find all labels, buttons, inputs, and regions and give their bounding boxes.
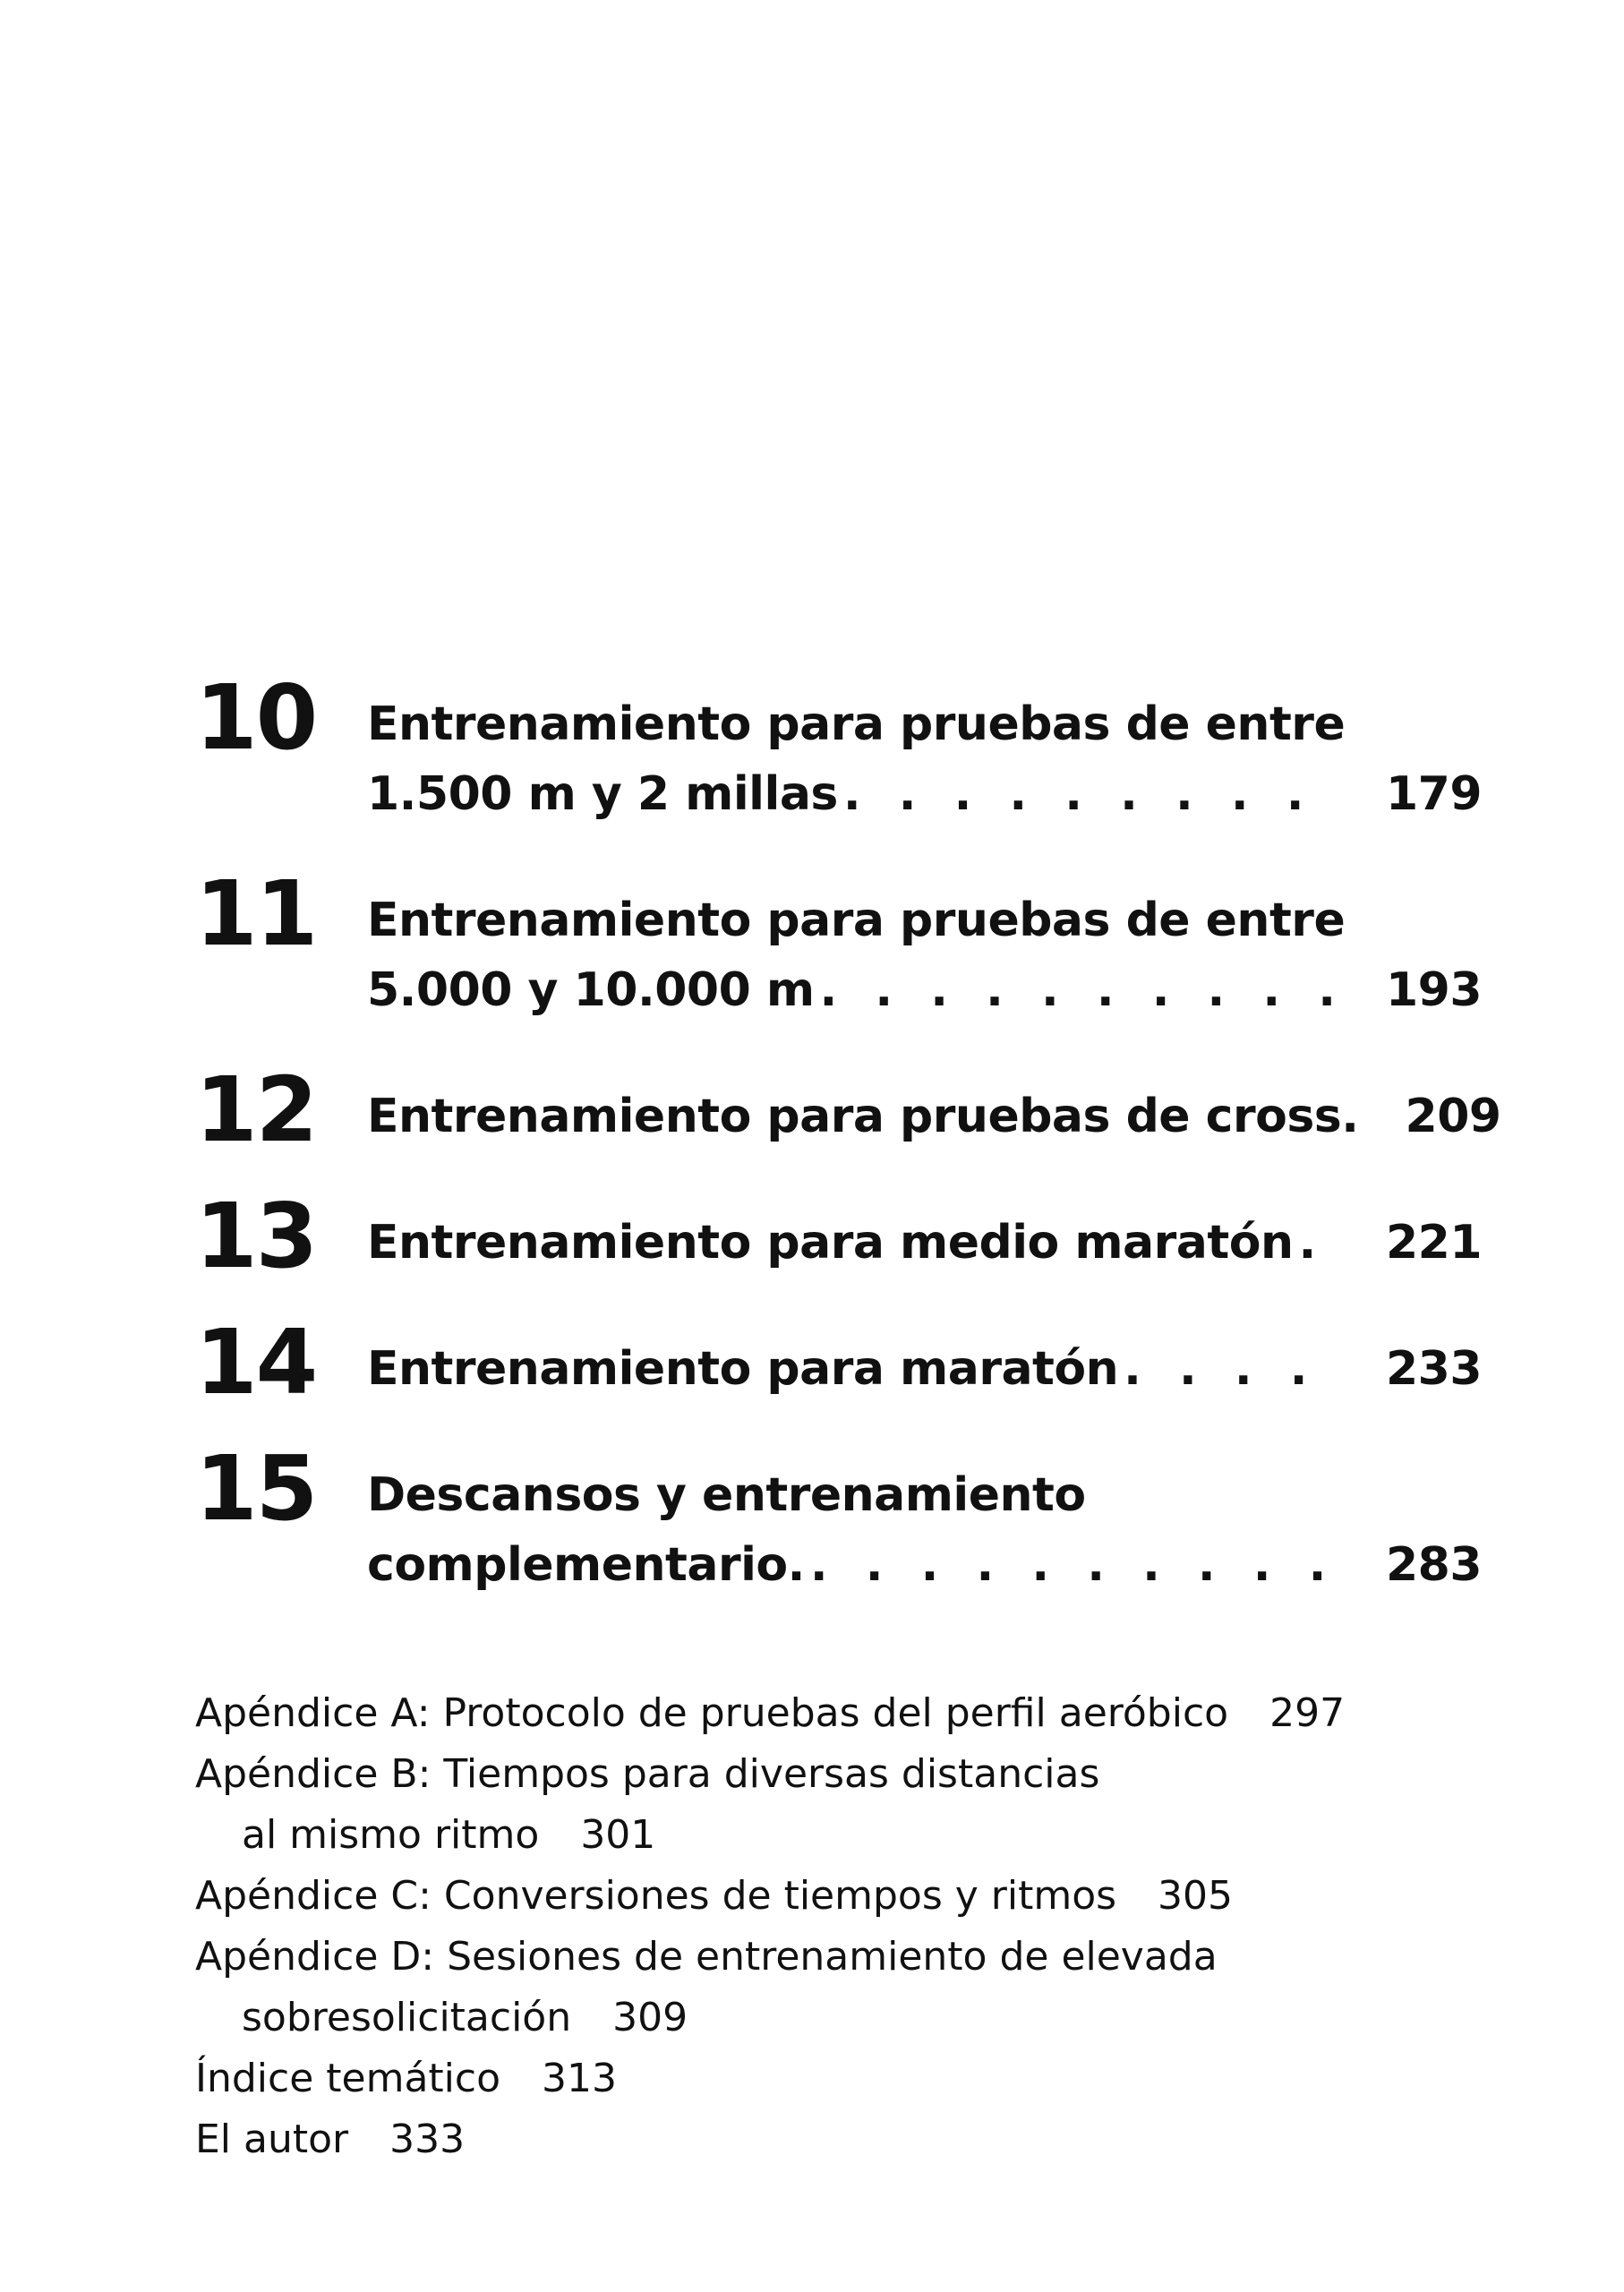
chapter-number: 13 xyxy=(195,1184,317,1288)
appendix-title: El autor xyxy=(195,2117,349,2162)
toc-author[interactable] xyxy=(195,2109,1538,2170)
chapter-page-number: 193 xyxy=(1386,963,1483,1017)
chapter-number: 10 xyxy=(195,665,317,770)
table-of-contents-chapters xyxy=(195,665,1501,1656)
appendix-page-number: 301 xyxy=(580,1812,656,1858)
dot-leader xyxy=(1124,1334,1345,1404)
chapter-title-last-line xyxy=(367,1530,1483,1600)
chapter-title: complementario. xyxy=(367,1538,805,1592)
chapter-page-number: 233 xyxy=(1386,1342,1483,1396)
chapter-title-line: Entrenamiento para pruebas de entre xyxy=(367,894,1346,947)
appendix-title: Índice temático xyxy=(195,2056,500,2101)
chapter-title-last-line xyxy=(367,1082,1501,1151)
appendix-page-number: 313 xyxy=(542,2056,617,2101)
toc-chapter-14[interactable] xyxy=(195,1310,1483,1415)
dot-leader xyxy=(820,955,1345,1025)
appendix-title-line2: sobresolicitación xyxy=(242,1995,572,2040)
chapter-page-number: 221 xyxy=(1386,1216,1483,1270)
dot-leader xyxy=(1299,1208,1346,1278)
appendix-title-continuation xyxy=(195,1805,1538,1866)
chapter-title-last-line xyxy=(367,1208,1483,1278)
chapter-title-last-line xyxy=(367,1334,1483,1404)
appendix-title: Apéndice C: Conversiones de tiempos y ritmos xyxy=(195,1873,1117,1919)
appendix-title-continuation xyxy=(195,1988,1538,2048)
appendix-page-number: 309 xyxy=(612,1995,688,2040)
chapter-page-number: 209 xyxy=(1405,1090,1501,1143)
dot-leader xyxy=(810,1530,1345,1600)
appendix-page-number: 333 xyxy=(389,2117,466,2162)
toc-subject-index[interactable] xyxy=(195,2048,1538,2109)
appendix-page-number: 297 xyxy=(1269,1690,1346,1736)
chapter-number: 12 xyxy=(195,1057,317,1162)
chapter-title-last-line xyxy=(367,759,1483,829)
chapter-title: Entrenamiento para pruebas de cross. xyxy=(367,1090,1359,1143)
appendix-title: Apéndice D: Sesiones de entrenamiento de elevada xyxy=(195,1934,1218,1980)
toc-appendix-b[interactable] xyxy=(195,1744,1538,1866)
chapter-title: Entrenamiento para maratón xyxy=(367,1342,1119,1396)
chapter-number: 15 xyxy=(195,1436,317,1541)
chapter-title: 1.500 m y 2 millas xyxy=(367,767,838,821)
chapter-number: 11 xyxy=(195,861,317,966)
chapter-title-line: Entrenamiento para pruebas de entre xyxy=(367,697,1346,751)
toc-chapter-13[interactable] xyxy=(195,1184,1483,1288)
toc-appendix-d[interactable] xyxy=(195,1927,1538,2048)
appendix-title: Apéndice B: Tiempos para diversas distancias xyxy=(195,1751,1100,1797)
toc-chapter-15[interactable] xyxy=(195,1436,1483,1600)
chapter-title-line: Descansos y entrenamiento xyxy=(367,1468,1086,1522)
toc-appendix-c[interactable] xyxy=(195,1866,1538,1927)
chapter-page-number: 179 xyxy=(1386,767,1483,821)
dot-leader xyxy=(843,759,1345,829)
chapter-title-last-line xyxy=(367,955,1483,1025)
table-of-contents-appendices xyxy=(195,1683,1538,2170)
appendix-page-number: 305 xyxy=(1158,1873,1234,1919)
toc-appendix-a[interactable] xyxy=(195,1683,1538,1744)
appendix-title: Apéndice A: Protocolo de pruebas del perfil aeróbico xyxy=(195,1690,1229,1736)
appendix-title-line2: al mismo ritmo xyxy=(242,1812,540,1858)
toc-chapter-11[interactable] xyxy=(195,861,1483,1025)
chapter-title: Entrenamiento para medio maratón xyxy=(367,1216,1294,1270)
toc-chapter-10[interactable] xyxy=(195,665,1483,829)
chapter-page-number: 283 xyxy=(1386,1538,1483,1592)
chapter-number: 14 xyxy=(195,1310,317,1415)
toc-chapter-12[interactable] xyxy=(195,1057,1501,1162)
chapter-title: 5.000 y 10.000 m xyxy=(367,963,815,1017)
